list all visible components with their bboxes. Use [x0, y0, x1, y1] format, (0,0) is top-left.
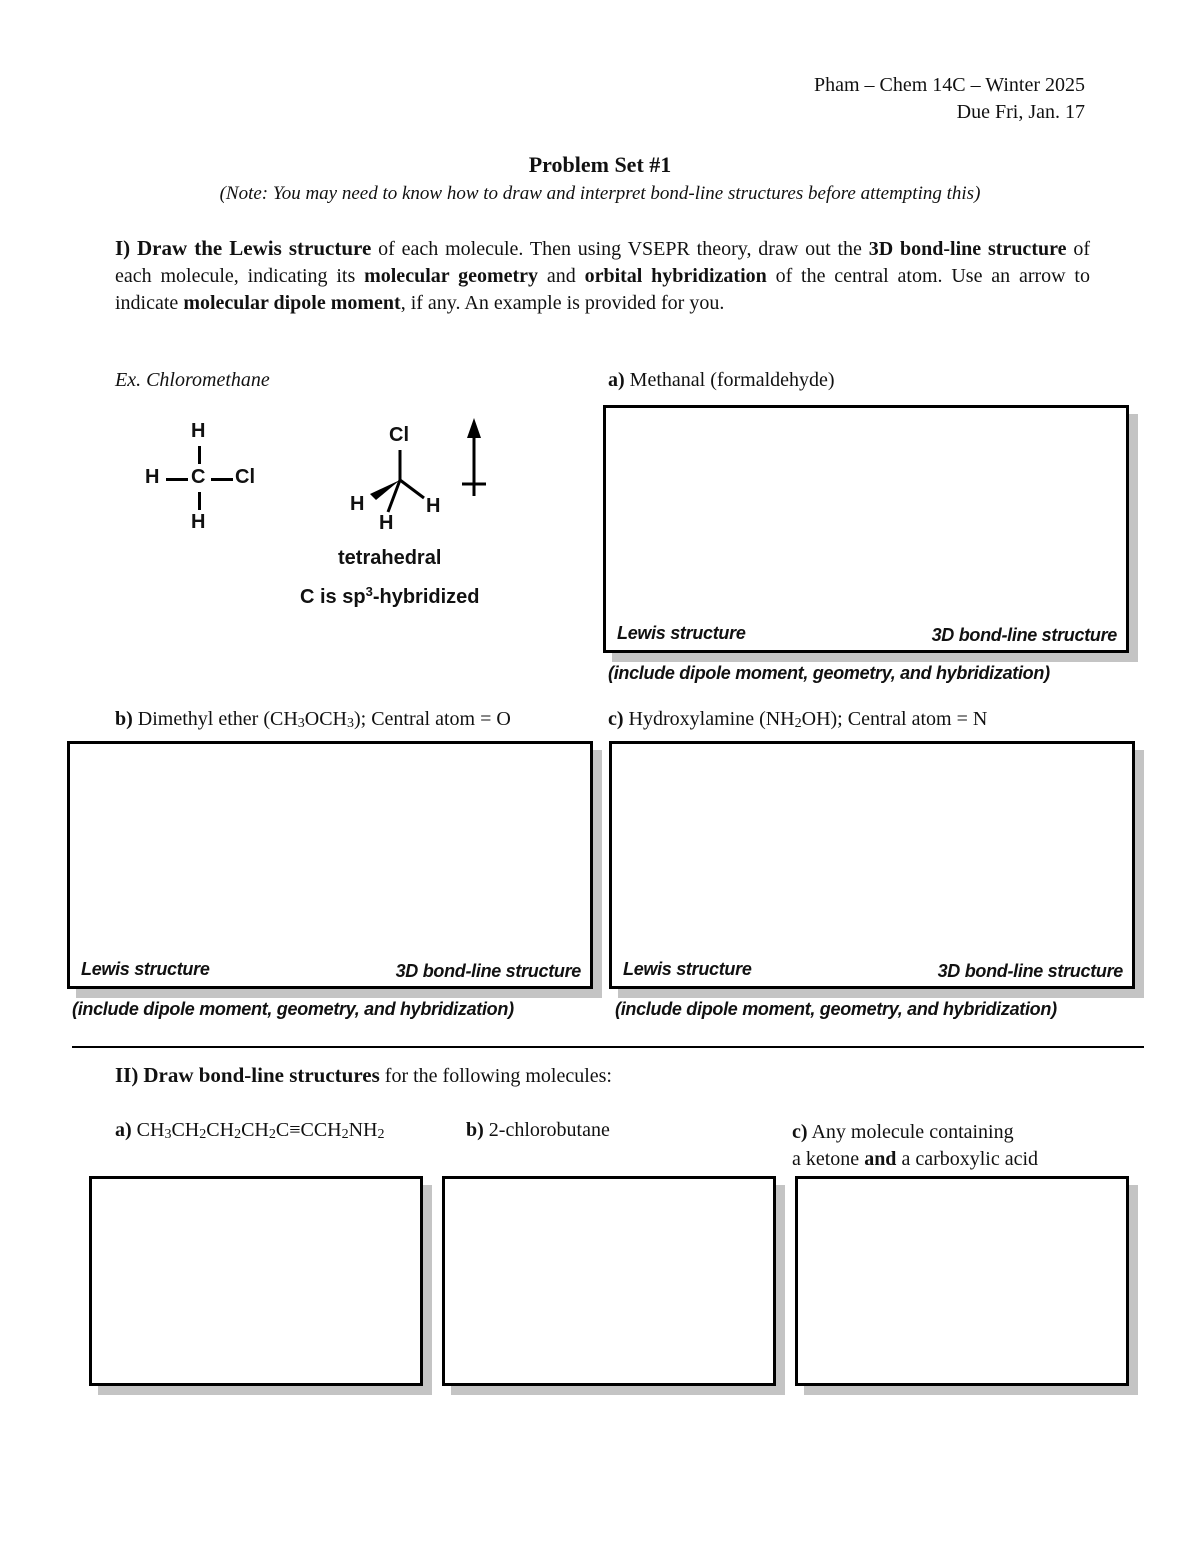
- due-date: Due Fri, Jan. 17: [956, 101, 1085, 123]
- formula-part: CH: [171, 1119, 200, 1141]
- box-lewis-label: Lewis structure: [623, 959, 752, 979]
- item-bold: and: [864, 1148, 897, 1170]
- box-3d-label: 3D bond-line structure: [395, 961, 581, 981]
- box-lewis-label: Lewis structure: [617, 623, 746, 643]
- item-text: Methanal (formaldehyde): [624, 369, 835, 391]
- example-label: Ex. Chloromethane: [115, 369, 270, 391]
- atom-h-bottom: H: [191, 511, 206, 533]
- part1-bold: 3D bond-line structure: [868, 238, 1067, 260]
- formula-part: C≡CCH: [275, 1119, 342, 1141]
- subscript: 2: [341, 1127, 349, 1142]
- subscript: 2: [377, 1127, 385, 1142]
- subscript: 2: [268, 1127, 276, 1142]
- part1-b-label: [115, 708, 511, 732]
- part2-c-label: [792, 1119, 1038, 1173]
- page-title: Problem Set #1: [528, 152, 672, 177]
- part1-bold: molecular dipole moment: [183, 292, 401, 314]
- example-hybridization: [300, 584, 479, 609]
- bond-line: [211, 478, 233, 481]
- hyb-superscript: 3: [365, 584, 373, 599]
- item-letter: b): [115, 708, 133, 730]
- part1-instructions: [115, 235, 1090, 317]
- atom-h-right: H: [426, 495, 441, 517]
- item-text: a carboxylic acid: [896, 1148, 1039, 1170]
- part1-heading: Draw the Lewis structure: [137, 236, 372, 260]
- part1-bold: molecular geometry: [364, 265, 539, 287]
- part1-number: I): [115, 236, 131, 260]
- subscript: 2: [234, 1127, 242, 1142]
- bond-line: [198, 492, 201, 510]
- part2-number: II): [115, 1063, 139, 1087]
- atom-h-left: H: [145, 466, 160, 488]
- item-text: OCH: [304, 708, 347, 730]
- item-text: OH); Central atom = N: [801, 708, 988, 730]
- item-letter: b): [466, 1119, 484, 1141]
- item-text: a ketone: [792, 1148, 865, 1170]
- atom-h-top: H: [191, 420, 206, 442]
- item-text: ); Central atom = O: [354, 708, 511, 730]
- answer-box-1a[interactable]: [603, 405, 1129, 653]
- hyb-suffix: -hybridized: [372, 586, 480, 608]
- subscript: 3: [297, 716, 305, 731]
- atom-h-bottom: H: [379, 512, 394, 534]
- part2-instructions: [115, 1063, 612, 1088]
- answer-box-2c[interactable]: [795, 1176, 1129, 1386]
- part1-text: of each molecule. Then using VSEPR theory, draw out the: [371, 238, 869, 260]
- part1-text: , if any. An example is provided for you.: [400, 292, 725, 314]
- formula-part: CH: [206, 1119, 235, 1141]
- bond-line: [166, 478, 188, 481]
- part1-text: of the central atom. Use an arrow to indicate: [115, 265, 1090, 314]
- subscript: 3: [164, 1127, 172, 1142]
- subscript: 3: [347, 716, 354, 731]
- item-text: 2-chlorobutane: [483, 1119, 610, 1141]
- part1-bold: orbital hybridization: [584, 265, 767, 287]
- part1-text: of each molecule, indicating its: [115, 238, 1090, 287]
- part2-b-label: [466, 1119, 610, 1142]
- formula-part: CH: [241, 1119, 269, 1141]
- dipole-arrow-icon: [458, 416, 490, 500]
- atom-c: C: [191, 466, 206, 488]
- subscript: 2: [199, 1127, 207, 1142]
- box-caption-1c: (include dipole moment, geometry, and hybridization): [615, 999, 1057, 1019]
- formula-part: CH: [131, 1119, 165, 1141]
- example-lewis-structure: [140, 418, 280, 538]
- formula-part: NH: [348, 1119, 378, 1141]
- part2-a-label: [115, 1119, 385, 1143]
- atom-h-left: H: [350, 493, 365, 515]
- item-letter: c): [608, 708, 624, 730]
- box-caption-1b: (include dipole moment, geometry, and hybridization): [72, 999, 514, 1019]
- answer-box-1b[interactable]: [67, 741, 593, 989]
- example-geometry: tetrahedral: [338, 547, 442, 569]
- atom-cl: Cl: [389, 424, 409, 446]
- item-letter: c): [792, 1121, 808, 1143]
- answer-box-2a[interactable]: [89, 1176, 423, 1386]
- hyb-prefix: C is sp: [300, 586, 366, 608]
- box-caption-1a: (include dipole moment, geometry, and hybridization): [608, 663, 1050, 683]
- atom-cl: Cl: [235, 466, 255, 488]
- page-note: (Note: You may need to know how to draw and interpret bond-line structures before attempting this): [219, 183, 981, 204]
- box-3d-label: 3D bond-line structure: [937, 961, 1123, 981]
- bond-line: [198, 446, 201, 464]
- part1-c-label: [608, 708, 987, 732]
- part1-text: and: [538, 265, 585, 287]
- item-text: Any molecule containing: [807, 1121, 1014, 1143]
- box-3d-label: 3D bond-line structure: [931, 625, 1117, 645]
- subscript: 2: [794, 716, 802, 731]
- answer-box-2b[interactable]: [442, 1176, 776, 1386]
- part1-a-label: [608, 369, 835, 392]
- part2-text: for the following molecules:: [379, 1065, 612, 1087]
- item-text: Hydroxylamine (NH: [623, 708, 795, 730]
- course-header: [814, 72, 1085, 126]
- answer-box-1c[interactable]: [609, 741, 1135, 989]
- section-divider: [72, 1046, 1144, 1048]
- box-lewis-label: Lewis structure: [81, 959, 210, 979]
- course-line: Pham – Chem 14C – Winter 2025: [813, 74, 1085, 96]
- part2-heading: Draw bond-line structures: [143, 1063, 380, 1087]
- item-text: Dimethyl ether (CH: [132, 708, 298, 730]
- item-letter: a): [608, 369, 625, 391]
- item-letter: a): [115, 1119, 132, 1141]
